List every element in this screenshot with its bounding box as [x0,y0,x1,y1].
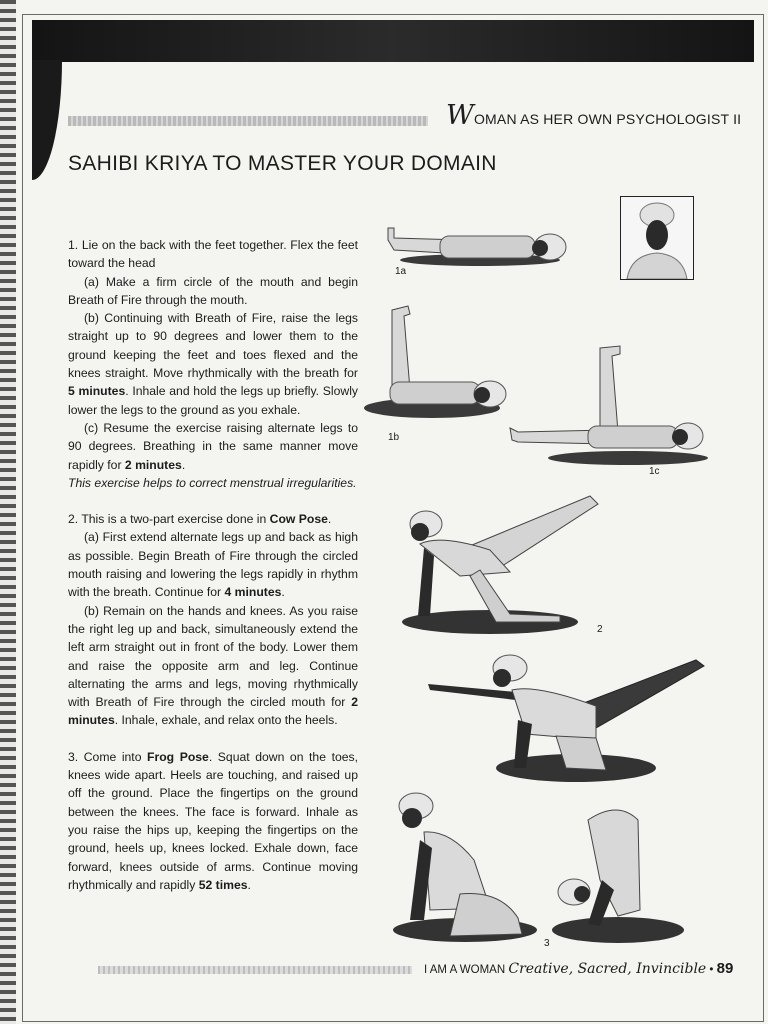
footer-rule [98,966,412,974]
step-1-intro: 1. Lie on the back with the feet together. Flex the feet toward the head [68,238,358,271]
header-rule [68,116,428,126]
step-1-note: This exercise helps to correct menstrual irregularities. [68,475,357,490]
binder-holes [0,0,16,1024]
figure-label-1b: 1b [388,432,400,443]
figure-label-1c: 1c [649,466,660,477]
page-footer [424,960,733,977]
page-title: SAHIBI KRIYA TO MASTER YOUR DOMAIN [68,152,497,175]
step-1c: (c) Resume the exercise raising alternate legs to 90 degrees. Breathing in the same manner move rapidly for 2 minutes. [68,420,358,472]
figure-label-2: 2 [597,624,603,635]
step-2b: (b) Remain on the hands and knees. As you raise the right leg up and back, simultaneously extend the left arm straight out in front of the body. Lower them and raise the opposite arm and leg. Continue alternating the arms and legs, moving rhythmically with Breath of Fire through the circled mouth for 2 minutes. Inhale, exhale, and relax onto the heels. [68,603,358,728]
step-2-intro: 2. This is a two-part exercise done in Cow Pose. [68,512,332,527]
figure-2b-illustration [426,650,706,790]
footer-bullet: • [709,964,714,976]
teacher-portrait [620,196,694,280]
footer-prefix: I AM A WOMAN [424,964,506,976]
figure-1a-illustration [380,220,580,270]
figure-1c-illustration [508,340,708,470]
figure-label-3: 3 [544,938,550,949]
figure-2-illustration [400,490,600,640]
figure-3a-illustration [390,790,540,950]
running-head-text: OMAN AS HER OWN PSYCHOLOGIST II [473,111,742,127]
top-black-bar [32,20,754,62]
step-2a: (a) First extend alternate legs up and back as high as possible. Begin Breath of Fire through the circled mouth raising and lowering the legs rapidly in rhythm with the breath. Continue for 4 minutes. [68,530,358,600]
step-3: 3. Come into Frog Pose. Squat down on the toes, knees wide apart. Heels are touching, and raised up off the ground. Place the fingertips on the ground between the knees. The face is forward. Inhale as you raise the hips up, keeping the fingertips on the ground, heels up, knees locked. Exhale down, face forward, knees outside of arms. Continue moving rhythmically and rapidly 52 times. [68,749,358,892]
footer-tagline: Creative, Sacred, Invincible [508,961,707,977]
step-1a: (a) Make a firm circle of the mouth and begin Breath of Fire through the mouth. [68,274,358,307]
portrait-image [621,197,693,279]
figure-label-1a: 1a [395,266,407,277]
figure-1b-illustration [362,298,512,428]
running-head-initial: W [446,100,474,131]
page-number: 89 [716,960,734,977]
running-head [446,100,746,131]
figure-3b-illustration [548,800,688,950]
step-1b: (b) Continuing with Breath of Fire, raise the legs straight up to 90 degrees and lower them to the ground keeping the feet and toes flexed and the knees straight. Move rhythmically with the breath for 5 minutes. Inhale and hold the legs up briefly. Slowly lower the legs to the ground as you exhale. [68,311,358,417]
instructions-column [68,236,358,894]
